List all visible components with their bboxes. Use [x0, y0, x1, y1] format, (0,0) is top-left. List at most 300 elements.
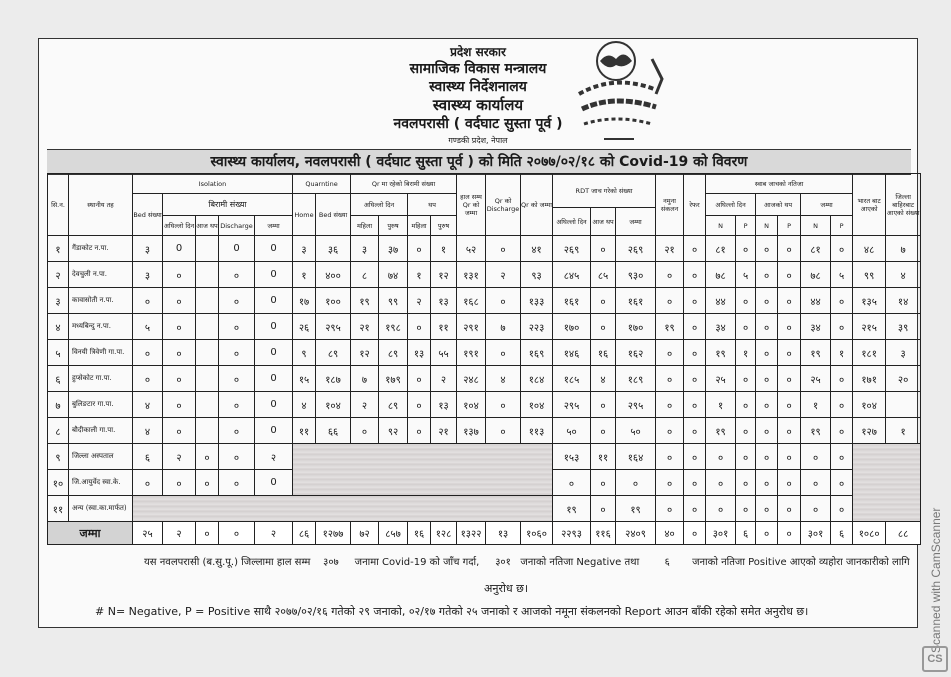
swab-cell: ० — [756, 262, 778, 288]
total-quarantine-cell: ८६ — [293, 522, 316, 545]
isolation-cell: ० — [133, 366, 163, 392]
total-swab-cell: ३०१ — [706, 522, 736, 545]
isolation-cell — [196, 314, 219, 340]
table-row — [48, 236, 921, 262]
col-swab-total-n: N — [801, 216, 831, 236]
refer-cell: ० — [684, 262, 706, 288]
isolation-cell: २ — [255, 444, 293, 470]
rdt-cell: ९३० — [616, 262, 656, 288]
rdt-cell: १७० — [553, 314, 591, 340]
quarantine-cell: ३६ — [316, 236, 351, 262]
quarantine-cell: १ — [408, 262, 431, 288]
row-sn: ९ — [48, 444, 69, 470]
quarantine-cell: ४ — [486, 366, 521, 392]
total-rdt-cell: ११६ — [591, 522, 616, 545]
rdt-cell: ० — [616, 470, 656, 496]
row-local-level: विनयी त्रिवेणी गा.पा. — [69, 340, 133, 366]
row-sn: १ — [48, 236, 69, 262]
rdt-cell: ० — [591, 288, 616, 314]
swab-cell: ० — [778, 288, 801, 314]
camscanner-watermark — [918, 470, 948, 670]
rdt-cell: २९५ — [616, 392, 656, 418]
col-swab-total: जम्मा — [801, 194, 853, 216]
total-quarantine-cell: १२८ — [431, 522, 457, 545]
from-india-cell: ९९ — [853, 262, 886, 288]
swab-cell: ५ — [831, 262, 853, 288]
swab-cell: ० — [778, 496, 801, 522]
swab-cell: ० — [831, 236, 853, 262]
col-patients: बिरामी संख्या — [163, 194, 293, 216]
quarantine-cell: ७ — [351, 366, 379, 392]
total-isolation-cell: ० — [196, 522, 219, 545]
row-sn: २ — [48, 262, 69, 288]
sample-cell: ० — [656, 262, 684, 288]
row-local-level: गैंडाकोट न.पा. — [69, 236, 133, 262]
total-quarantine-cell: १२७७ — [316, 522, 351, 545]
quarantine-cell: ८९ — [316, 340, 351, 366]
total-quarantine-cell: ८५७ — [379, 522, 408, 545]
quarantine-cell: १ — [293, 262, 316, 288]
refer-cell: ० — [684, 366, 706, 392]
from-outside-cell: १४ — [886, 288, 921, 314]
rdt-cell: ८५ — [591, 262, 616, 288]
row-sn: ३ — [48, 288, 69, 314]
col-swab-prev-p: P — [736, 216, 756, 236]
rdt-cell: १८९ — [616, 366, 656, 392]
refer-cell: ० — [684, 236, 706, 262]
rdt-cell: १६१ — [616, 288, 656, 314]
quarantine-cell: १७९ — [379, 366, 408, 392]
row-local-level: मध्यबिन्दु न.पा. — [69, 314, 133, 340]
row-sn: ४ — [48, 314, 69, 340]
col-swab-total-p: P — [831, 216, 853, 236]
from-outside-cell — [886, 392, 921, 418]
row-sn: १० — [48, 470, 69, 496]
isolation-cell — [196, 366, 219, 392]
isolation-cell: ० — [163, 340, 196, 366]
swab-cell: ० — [778, 366, 801, 392]
quarantine-cell: १६९ — [521, 340, 553, 366]
quarantine-cell: ० — [408, 314, 431, 340]
swab-cell: ० — [778, 340, 801, 366]
table-row — [48, 444, 921, 470]
swab-cell: ० — [778, 444, 801, 470]
quarantine-cell: १३ — [431, 288, 457, 314]
note-line: # N= Negative, P = Positive साथै २०७७/०२/१६ गतेको २९ जनाको, ०२/१७ गतेको २५ जनाको र आजको नमूना संकलनको Report आउन बाँकी रहेको समेत अनुरोध छ। — [95, 605, 809, 618]
isolation-cell: ३ — [133, 262, 163, 288]
from-india-cell: १३५ — [853, 288, 886, 314]
total-swab-cell: ३०१ — [801, 522, 831, 545]
refer-cell: ० — [684, 496, 706, 522]
shaded-cell — [133, 496, 553, 522]
header-line-5: नवलपरासी ( वर्दघाट सुस्ता पूर्व ) — [393, 116, 563, 132]
quarantine-cell: १७ — [293, 288, 316, 314]
quarantine-cell: १०४ — [521, 392, 553, 418]
swab-cell: ० — [756, 366, 778, 392]
from-india-cell: १८१ — [853, 340, 886, 366]
sample-cell: ० — [656, 340, 684, 366]
quarantine-cell: २ — [351, 392, 379, 418]
quarantine-cell: ४१ — [521, 236, 553, 262]
isolation-cell: 0 — [255, 262, 293, 288]
swab-cell: ० — [706, 444, 736, 470]
quarantine-cell: २४८ — [457, 366, 486, 392]
swab-cell: ० — [778, 314, 801, 340]
swab-cell: ० — [778, 236, 801, 262]
totals-label: जम्मा — [48, 522, 133, 545]
col-rdt: RDT जाच गरेको संख्या — [553, 174, 656, 208]
rdt-cell: ११ — [591, 444, 616, 470]
shaded-cell — [853, 444, 921, 522]
quarantine-cell: ० — [486, 340, 521, 366]
isolation-cell: 0 — [255, 418, 293, 444]
col-sample: नमुना संकलन — [656, 174, 684, 236]
quarantine-cell: १५ — [293, 366, 316, 392]
row-sn: ११ — [48, 496, 69, 522]
row-local-level: कावासोती न.पा. — [69, 288, 133, 314]
swab-cell: ० — [756, 340, 778, 366]
request-line: अनुरोध छ। — [484, 582, 528, 595]
col-qr-discharge: Qr को Discharge — [486, 174, 521, 236]
total-rdt-cell: २४०९ — [616, 522, 656, 545]
swab-cell: ० — [756, 392, 778, 418]
quarantine-cell: २ — [408, 288, 431, 314]
rdt-cell: २९५ — [553, 392, 591, 418]
tested-count: ३०७ — [323, 557, 339, 568]
col-qr-bed: Bed संख्या — [316, 194, 351, 236]
rdt-cell: ० — [553, 470, 591, 496]
quarantine-cell: ३ — [351, 236, 379, 262]
refer-cell: ० — [684, 418, 706, 444]
col-refer: रेफर — [684, 174, 706, 236]
quarantine-cell: १२ — [431, 262, 457, 288]
total-quarantine-cell: १३२२ — [457, 522, 486, 545]
total-isolation-cell: २ — [163, 522, 196, 545]
swab-cell: १ — [736, 340, 756, 366]
sample-cell: १९ — [656, 314, 684, 340]
total-quarantine-cell: १३ — [486, 522, 521, 545]
totals-row — [48, 522, 921, 545]
quarantine-cell: १३ — [408, 340, 431, 366]
rdt-cell: ० — [591, 236, 616, 262]
swab-cell: ० — [756, 418, 778, 444]
isolation-cell — [196, 236, 219, 262]
sample-cell: ० — [656, 496, 684, 522]
quarantine-cell: ९९ — [379, 288, 408, 314]
isolation-cell: ४ — [133, 392, 163, 418]
row-local-level: जिल्ला अस्पताल — [69, 444, 133, 470]
watermark-text: Scanned with CamScanner — [929, 507, 943, 653]
swab-cell: १ — [706, 392, 736, 418]
swab-cell: ७८ — [801, 262, 831, 288]
col-qr-total: Qr को जम्मा — [521, 174, 553, 236]
swab-cell: ० — [736, 288, 756, 314]
rdt-cell: १४६ — [553, 340, 591, 366]
rdt-cell: ५० — [553, 418, 591, 444]
refer-cell: ० — [684, 392, 706, 418]
col-iso-total: जम्मा — [255, 216, 293, 236]
total-quarantine-cell: १०६० — [521, 522, 553, 545]
isolation-cell: 0 — [255, 470, 293, 496]
swab-cell: ० — [756, 470, 778, 496]
swab-cell: ० — [831, 288, 853, 314]
row-sn: ६ — [48, 366, 69, 392]
swab-cell: ० — [831, 314, 853, 340]
col-rdt-add: आज थप — [591, 208, 616, 236]
row-local-level: बुलिङटार गा.पा. — [69, 392, 133, 418]
quarantine-cell: ० — [486, 236, 521, 262]
total-from-india-cell: १०८० — [853, 522, 886, 545]
isolation-cell: ० — [196, 470, 219, 496]
from-outside-cell: ४ — [886, 262, 921, 288]
isolation-cell: 0 — [163, 236, 196, 262]
rdt-cell: १६१ — [553, 288, 591, 314]
isolation-cell: ० — [163, 418, 196, 444]
covid-report-table — [47, 173, 921, 545]
table-row — [48, 314, 921, 340]
col-qr-prev-male: पुरुष — [379, 216, 408, 236]
row-sn: ५ — [48, 340, 69, 366]
quarantine-cell: २१ — [351, 314, 379, 340]
negative-count: ३०१ — [495, 557, 511, 568]
isolation-cell — [196, 262, 219, 288]
isolation-cell — [196, 288, 219, 314]
quarantine-cell: ४०० — [316, 262, 351, 288]
table-row — [48, 496, 921, 522]
isolation-cell: ० — [219, 340, 255, 366]
swab-cell: ० — [706, 470, 736, 496]
swab-cell: ० — [756, 444, 778, 470]
row-local-level: अन्य (स्वा.का.मार्फत) — [69, 496, 133, 522]
quarantine-cell: १६८ — [457, 288, 486, 314]
table-row — [48, 262, 921, 288]
swab-cell: ० — [706, 496, 736, 522]
swab-cell: ० — [831, 470, 853, 496]
positive-count: ६ — [664, 557, 670, 568]
isolation-cell: ० — [219, 444, 255, 470]
col-from-outside: जिल्ला बाहिरबाट आएको संख्या — [886, 174, 921, 236]
quarantine-cell: ३ — [293, 236, 316, 262]
refer-cell: ० — [684, 470, 706, 496]
col-qr-prev: अघिल्लो दिन — [351, 194, 408, 216]
swab-cell: ४४ — [706, 288, 736, 314]
rdt-cell: १९ — [616, 496, 656, 522]
refer-cell: ० — [684, 314, 706, 340]
isolation-cell: ० — [219, 418, 255, 444]
isolation-cell — [196, 392, 219, 418]
quarantine-cell: ० — [486, 418, 521, 444]
isolation-cell: ० — [163, 314, 196, 340]
quarantine-cell: ८ — [351, 262, 379, 288]
rdt-cell: २६९ — [553, 236, 591, 262]
swab-cell: १९ — [801, 340, 831, 366]
quarantine-cell: २६ — [293, 314, 316, 340]
from-india-cell: २१५ — [853, 314, 886, 340]
total-swab-cell: ६ — [736, 522, 756, 545]
header-line-4: स्वास्थ्य कार्यालय — [432, 96, 524, 114]
isolation-cell: ० — [163, 288, 196, 314]
quarantine-cell: ० — [486, 288, 521, 314]
quarantine-cell: १०० — [316, 288, 351, 314]
quarantine-cell: ० — [486, 392, 521, 418]
from-outside-cell: ३९ — [886, 314, 921, 340]
quarantine-cell: २१ — [431, 418, 457, 444]
total-refer-cell: ० — [684, 522, 706, 545]
total-quarantine-cell: ७२ — [351, 522, 379, 545]
isolation-cell: ० — [196, 444, 219, 470]
quarantine-cell: १३१ — [457, 262, 486, 288]
swab-cell: ० — [756, 314, 778, 340]
table-row — [48, 392, 921, 418]
from-india-cell: १०४ — [853, 392, 886, 418]
row-local-level: जि.आयुर्वेद स्वा.के. — [69, 470, 133, 496]
rdt-cell: १५३ — [553, 444, 591, 470]
swab-cell: ० — [778, 262, 801, 288]
quarantine-cell: ० — [408, 366, 431, 392]
quarantine-cell: ९ — [293, 340, 316, 366]
quarantine-cell: १८४ — [521, 366, 553, 392]
total-rdt-cell: २२९३ — [553, 522, 591, 545]
total-swab-cell: ० — [778, 522, 801, 545]
summary-line — [144, 554, 951, 568]
table-row — [48, 340, 921, 366]
summary-text-3: जनाको नतिजा Negative तथा — [520, 557, 640, 568]
col-rdt-total: जम्मा — [616, 208, 656, 236]
rdt-cell: १६४ — [616, 444, 656, 470]
quarantine-cell: ० — [408, 418, 431, 444]
from-india-cell: १७१ — [853, 366, 886, 392]
quarantine-cell: २९१ — [457, 314, 486, 340]
isolation-cell: ० — [163, 366, 196, 392]
isolation-cell: २ — [163, 444, 196, 470]
isolation-cell: ० — [219, 366, 255, 392]
swab-cell: ० — [736, 314, 756, 340]
rdt-cell: १७० — [616, 314, 656, 340]
quarantine-cell: १०४ — [457, 392, 486, 418]
isolation-cell — [196, 340, 219, 366]
quarantine-cell: ६६ — [316, 418, 351, 444]
header-line-6: गण्डकी प्रदेश, नेपाल — [448, 136, 508, 145]
quarantine-cell: ३७ — [379, 236, 408, 262]
isolation-cell: 0 — [255, 392, 293, 418]
quarantine-cell: १२ — [351, 340, 379, 366]
from-outside-cell: ७ — [886, 236, 921, 262]
summary-text-4: जनाको नतिजा Positive आएको व्यहोरा जानकारीको लागि — [692, 557, 910, 568]
quarantine-cell: १८७ — [316, 366, 351, 392]
quarantine-cell: ८९ — [379, 392, 408, 418]
rdt-cell: ० — [591, 470, 616, 496]
sample-cell: ० — [656, 418, 684, 444]
total-isolation-cell: २ — [255, 522, 293, 545]
isolation-cell: 0 — [255, 340, 293, 366]
sample-cell: ० — [656, 444, 684, 470]
isolation-cell: ० — [219, 392, 255, 418]
header-line-1: प्रदेश सरकार — [450, 45, 506, 59]
quarantine-cell: ४ — [293, 392, 316, 418]
swab-cell: ० — [801, 444, 831, 470]
from-india-cell: १२७ — [853, 418, 886, 444]
isolation-cell — [196, 418, 219, 444]
col-swab-today-p: P — [778, 216, 801, 236]
isolation-cell: ० — [219, 314, 255, 340]
isolation-cell: ० — [133, 288, 163, 314]
quarantine-cell: ० — [408, 392, 431, 418]
swab-cell: ० — [831, 392, 853, 418]
row-sn: ७ — [48, 392, 69, 418]
total-sample-cell: ४० — [656, 522, 684, 545]
isolation-cell: ० — [163, 262, 196, 288]
swab-cell: ० — [801, 496, 831, 522]
isolation-cell: ४ — [133, 418, 163, 444]
quarantine-cell: ९२ — [379, 418, 408, 444]
table-row — [48, 366, 921, 392]
row-local-level: हुप्सेकोट गा.पा. — [69, 366, 133, 392]
quarantine-cell: १९१ — [457, 340, 486, 366]
isolation-cell: ० — [133, 340, 163, 366]
isolation-cell: ० — [219, 262, 255, 288]
swab-cell: ० — [756, 236, 778, 262]
total-swab-cell: ६ — [831, 522, 853, 545]
isolation-cell: ० — [133, 470, 163, 496]
swab-cell: ० — [736, 418, 756, 444]
swab-cell: ० — [736, 236, 756, 262]
rdt-cell: ० — [591, 418, 616, 444]
isolation-cell: ० — [163, 392, 196, 418]
col-qr-patients: Qr मा रहेको बिरामी संख्या — [351, 174, 457, 194]
sample-cell: २१ — [656, 236, 684, 262]
quarantine-cell: ५५ — [431, 340, 457, 366]
col-sn: सि.न. — [48, 174, 69, 236]
col-quarantine: Quarntine — [293, 174, 351, 194]
quarantine-cell: ७४ — [379, 262, 408, 288]
quarantine-cell: १९८ — [379, 314, 408, 340]
quarantine-cell: २ — [431, 366, 457, 392]
swab-cell: ३४ — [801, 314, 831, 340]
sample-cell: ० — [656, 288, 684, 314]
col-qr-prev-female: महिला — [351, 216, 379, 236]
swab-cell: ३४ — [706, 314, 736, 340]
swab-cell: ० — [831, 444, 853, 470]
swab-cell: १९ — [706, 418, 736, 444]
sample-cell: ० — [656, 392, 684, 418]
col-swab-prev: अघिल्लो दिन — [706, 194, 756, 216]
quarantine-cell: ० — [351, 418, 379, 444]
swab-cell: १ — [801, 392, 831, 418]
quarantine-cell: २ — [486, 262, 521, 288]
rdt-cell: १८५ — [553, 366, 591, 392]
quarantine-cell: ९३ — [521, 262, 553, 288]
rdt-cell: १९ — [553, 496, 591, 522]
from-outside-cell: ३ — [886, 340, 921, 366]
shaded-cell — [293, 444, 553, 496]
document-page — [38, 38, 918, 628]
col-local-level: स्थानीय तह — [69, 174, 133, 236]
refer-cell: ० — [684, 444, 706, 470]
col-swab-today: आजको थप — [756, 194, 801, 216]
swab-cell: ८१ — [706, 236, 736, 262]
row-sn: ८ — [48, 418, 69, 444]
isolation-cell: ३ — [133, 236, 163, 262]
quarantine-cell: १३ — [431, 392, 457, 418]
letterhead — [39, 39, 917, 151]
table-row — [48, 288, 921, 314]
swab-cell: ० — [778, 418, 801, 444]
isolation-cell: ० — [219, 288, 255, 314]
swab-cell: २५ — [706, 366, 736, 392]
swab-cell: ० — [778, 470, 801, 496]
isolation-cell: ० — [163, 470, 196, 496]
rdt-cell: ० — [591, 496, 616, 522]
